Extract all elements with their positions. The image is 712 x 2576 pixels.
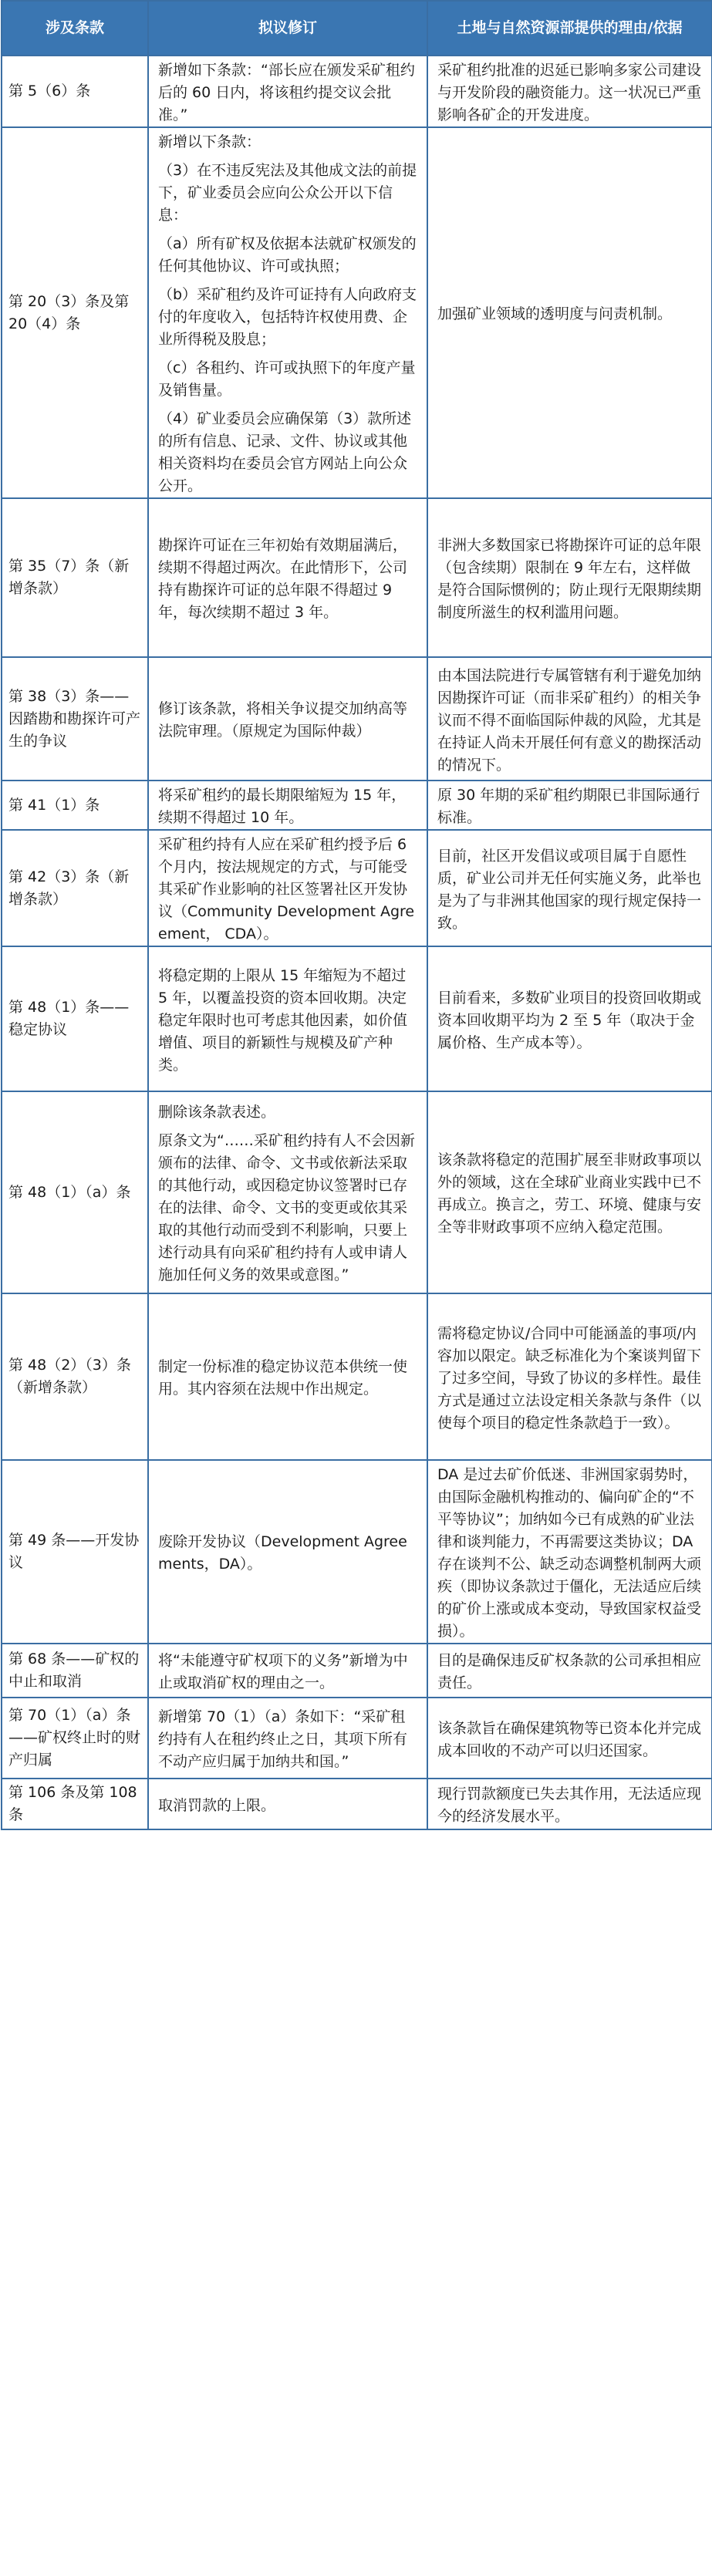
amendment-paragraph: 新增以下条款： bbox=[158, 133, 262, 150]
reason-paragraph: 该条款将稳定的范围扩展至非财政事项以外的领域，这在全球矿业商业实践中已不再成立。换言之，劳工、环境、健康与安全等非财政事项不应纳入稳定范围。 bbox=[437, 1151, 702, 1236]
reason-paragraph: 需将稳定协议/合同中可能涵盖的事项/内容加以限定。缺乏标准化为个案谈判留下了过多空间，导致了协议的多样性。最佳方式是通过立法设定相关条款与条件（以使每个项目的稳定性条款趋于一致）。 bbox=[437, 1324, 702, 1431]
table-row bbox=[2, 946, 712, 1091]
clause-cell: 第 35（7）条（新增条款） bbox=[2, 498, 148, 657]
amendment-paragraph: 将“未能遵守矿权项下的义务”新增为中止或取消矿权的理由之一。 bbox=[158, 1652, 408, 1691]
reason-cell bbox=[427, 1698, 712, 1779]
amendment-cell bbox=[148, 498, 427, 657]
table-row bbox=[2, 1091, 712, 1293]
clause-cell: 第 38（3）条——因踏勘和勘探许可产生的争议 bbox=[2, 657, 148, 781]
amendment-paragraph: 将采矿租约的最长期限缩短为 15 年，续期不得超过 10 年。 bbox=[158, 787, 407, 826]
amendment-paragraph: 新增如下条款：“部长应在颁发采矿租约后的 60 日内，将该租约提交议会批准。” bbox=[158, 62, 415, 123]
clause-cell: 第 41（1）条 bbox=[2, 781, 148, 830]
clause-cell: 第 68 条——矿权的中止和取消 bbox=[2, 1644, 148, 1698]
amendment-cell bbox=[148, 781, 427, 830]
reason-cell bbox=[427, 830, 712, 946]
table-row bbox=[2, 657, 712, 781]
amendment-cell bbox=[148, 1460, 427, 1644]
table-header bbox=[2, 1, 712, 56]
amendment-paragraph: 取消罚款的上限。 bbox=[158, 1796, 276, 1814]
clause-cell: 第 70（1）（a）条——矿权终止时的财产归属 bbox=[2, 1698, 148, 1779]
reason-paragraph: 加强矿业领域的透明度与问责机制。 bbox=[437, 305, 673, 322]
reason-cell bbox=[427, 1460, 712, 1644]
amendment-cell bbox=[148, 1293, 427, 1460]
reason-paragraph: 采矿租约批准的迟延已影响多家公司建设与开发阶段的融资能力。这一状况已严重影响各矿企的开发进度。 bbox=[437, 62, 702, 123]
table-row bbox=[2, 1293, 712, 1460]
table-row bbox=[2, 830, 712, 946]
header-reason: 土地与自然资源部提供的理由/依据 bbox=[427, 1, 712, 56]
table-row bbox=[2, 1698, 712, 1779]
table-row bbox=[2, 56, 712, 127]
amendment-paragraph: 勘探许可证在三年初始有效期届满后，续期不得超过两次。在此情形下，公司持有勘探许可证的总年限不得超过 9 年，每次续期不超过 3 年。 bbox=[158, 537, 408, 621]
reason-paragraph: 该条款旨在确保建筑物等已资本化并完成成本回收的不动产可以归还国家。 bbox=[437, 1719, 702, 1759]
reason-paragraph: 原 30 年期的采矿租约期限已非国际通行标准。 bbox=[437, 787, 700, 826]
amendment-paragraph: 删除该条款表述。 bbox=[158, 1104, 276, 1121]
reason-cell bbox=[427, 127, 712, 498]
clause-cell: 第 5（6）条 bbox=[2, 56, 148, 127]
table-row bbox=[2, 127, 712, 498]
table-row bbox=[2, 781, 712, 830]
amendment-cell bbox=[148, 127, 427, 498]
clause-cell: 第 48（1）条——稳定协议 bbox=[2, 946, 148, 1091]
amendment-cell bbox=[148, 1091, 427, 1293]
clause-cell: 第 49 条——开发协议 bbox=[2, 1460, 148, 1644]
amendment-paragraph: 原条文为“……采矿租约持有人不会因新颁布的法律、命令、文书或依新法采取的其他行动，或因稳定协议签署时已存在的法律、命令、文书的变更或依其采取的其他行动而受到不利影响，只要上述行动具有向采矿租约持有人或申请人施加任何义务的效果或意图。” bbox=[158, 1132, 415, 1283]
reason-paragraph: 由本国法院进行专属管辖有利于避免加纳因勘探许可证（而非采矿租约）的相关争议而不得不面临国际仲裁的风险，尤其是在持证人尚未开展任何有意义的勘探活动的情况下。 bbox=[437, 666, 702, 774]
clause-cell: 第 48（1）（a）条 bbox=[2, 1091, 148, 1293]
reason-paragraph: 现行罚款额度已失去其作用，无法适应现今的经济发展水平。 bbox=[437, 1785, 702, 1825]
amendment-table bbox=[1, 0, 712, 1830]
amendment-paragraph: 修订该条款，将相关争议提交加纳高等法院审理。（原规定为国际仲裁） bbox=[158, 700, 408, 740]
amendment-paragraph: （3）在不违反宪法及其他成文法的前提下，矿业委员会应向公众公开以下信息： bbox=[158, 162, 417, 224]
table-row bbox=[2, 498, 712, 657]
table-row bbox=[2, 1644, 712, 1698]
table-body bbox=[2, 56, 712, 1829]
header-amendment: 拟议修订 bbox=[148, 1, 427, 56]
reason-cell bbox=[427, 657, 712, 781]
amendment-paragraph: （b）采矿租约及许可证持有人向政府支付的年度收入，包括特许权使用费、企业所得税及股息； bbox=[158, 286, 417, 348]
header-clause: 涉及条款 bbox=[2, 1, 148, 56]
amendment-paragraph: （4）矿业委员会应确保第（3）款所述的所有信息、记录、文件、协议或其他相关资料均在委员会官方网站上向公众公开。 bbox=[158, 410, 412, 494]
reason-cell bbox=[427, 1779, 712, 1829]
amendment-paragraph: 新增第 70（1）（a）条如下：“采矿租约持有人在租约终止之日，其项下所有不动产应归属于加纳共和国。” bbox=[158, 1708, 408, 1770]
clause-cell: 第 20（3）条及第 20（4）条 bbox=[2, 127, 148, 498]
reason-cell bbox=[427, 781, 712, 830]
reason-cell bbox=[427, 1644, 712, 1698]
reason-paragraph: DA 是过去矿价低迷、非洲国家弱势时，由国际金融机构推动的、偏向矿企的“不平等协议”；加纳如今已有成熟的矿业法律和谈判能力，不再需要这类协议；DA 存在谈判不公、缺乏动态调整机制两大顽疾（即协议条款过于僵化，无法适应后续的矿价上涨或成本变动，导致国家权益受损）。 bbox=[437, 1466, 702, 1640]
amendment-paragraph: 制定一份标准的稳定协议范本供统一使用。其内容须在法规中作出规定。 bbox=[158, 1358, 408, 1398]
amendment-cell bbox=[148, 56, 427, 127]
clause-cell: 第 106 条及第 108 条 bbox=[2, 1779, 148, 1829]
reason-cell bbox=[427, 498, 712, 657]
amendment-cell bbox=[148, 946, 427, 1091]
amendment-paragraph: 将稳定期的上限从 15 年缩短为不超过 5 年，以覆盖投资的资本回收期。决定稳定年限时也可考虑其他因素，如价值增值、项目的新颖性与规模及矿产种类。 bbox=[158, 966, 408, 1074]
amendment-paragraph: 采矿租约持有人应在采矿租约授予后 6 个月内，按法规规定的方式，与可能受其采矿作业影响的社区签署社区开发协议（Community Development Agreement， CDA）。 bbox=[158, 836, 415, 942]
reason-cell bbox=[427, 1091, 712, 1293]
reason-cell bbox=[427, 56, 712, 127]
table-row bbox=[2, 1460, 712, 1644]
amendment-paragraph: 废除开发协议（Development Agreements，DA）。 bbox=[158, 1533, 407, 1573]
reason-paragraph: 目的是确保违反矿权条款的公司承担相应责任。 bbox=[437, 1652, 702, 1691]
amendment-cell bbox=[148, 657, 427, 781]
clause-cell: 第 48（2）（3）条（新增条款） bbox=[2, 1293, 148, 1460]
amendment-cell bbox=[148, 1644, 427, 1698]
amendment-paragraph: （c）各租约、许可或执照下的年度产量及销售量。 bbox=[158, 359, 416, 399]
reason-paragraph: 目前看来，多数矿业项目的投资回收期或资本回收期平均为 2 至 5 年（取决于金属价格、生产成本等）。 bbox=[437, 989, 702, 1051]
amendment-cell bbox=[148, 1698, 427, 1779]
reason-paragraph: 非洲大多数国家已将勘探许可证的总年限（包含续期）限制在 9 年左右，这样做是符合国际惯例的；防止现行无限期续期制度所滋生的权利滥用问题。 bbox=[437, 537, 702, 621]
clause-cell: 第 42（3）条（新增条款） bbox=[2, 830, 148, 946]
amendment-cell bbox=[148, 830, 427, 946]
table-row bbox=[2, 1779, 712, 1829]
reason-cell bbox=[427, 946, 712, 1091]
amendment-cell bbox=[148, 1779, 427, 1829]
reason-paragraph: 目前，社区开发倡议或项目属于自愿性质，矿业公司并无任何实施义务，此举也是为了与非洲其他国家的现行规定保持一致。 bbox=[437, 847, 702, 932]
amendment-paragraph: （a）所有矿权及依据本法就矿权颁发的任何其他协议、许可或执照； bbox=[158, 235, 417, 275]
reason-cell bbox=[427, 1293, 712, 1460]
